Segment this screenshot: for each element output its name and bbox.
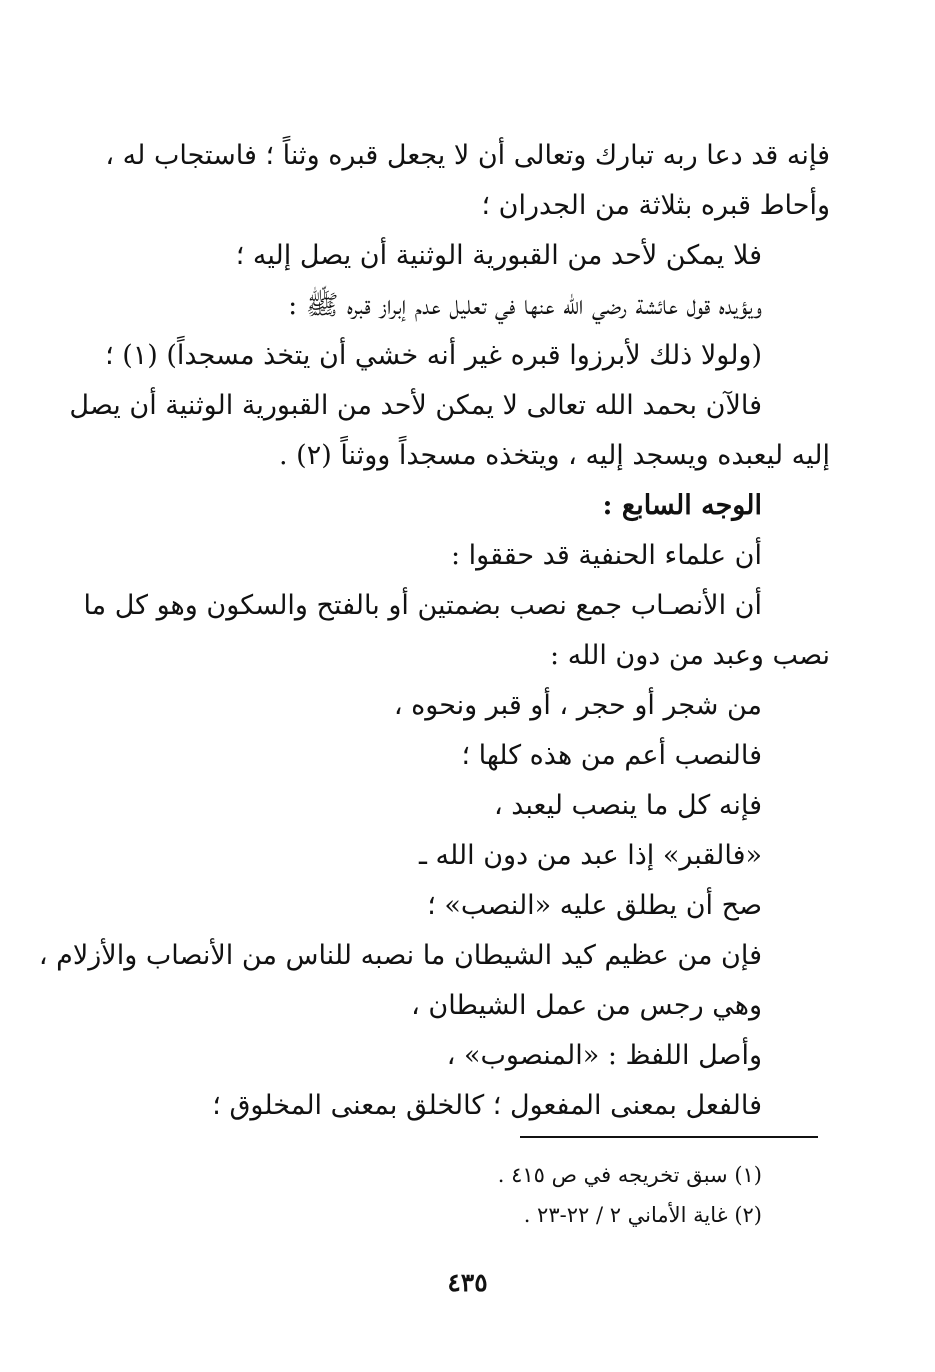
text-line: وهي رجس من عمل الشيطان ، xyxy=(411,990,762,1021)
text-line: نصب وعبد من دون الله : xyxy=(550,640,830,671)
text-line: وأحاط قبره بثلاثة من الجدران ؛ xyxy=(481,190,830,221)
text-line: فالآن بحمد الله تعالى لا يمكن لأحد من القبورية الوثنية أن يصل xyxy=(69,390,762,421)
text-line: أن الأنصـاب جمع نصب بضمتين أو بالفتح والسكون وهو كل ما xyxy=(83,590,762,621)
footnote-separator xyxy=(520,1136,818,1138)
text-line: أن علماء الحنفية قد حققوا : xyxy=(450,540,762,571)
footnote: (٢) غاية الأماني ٢ / ٢٢-٢٣ . xyxy=(523,1203,762,1227)
text-line: فإن من عظيم كيد الشيطان ما نصبه للناس من الأنصاب والأزلام ، xyxy=(38,940,762,971)
text-line: وأصل اللفظ : «المنصوب» ، xyxy=(446,1040,762,1071)
footnote: (١) سبق تخريجه في ص ٤١٥ . xyxy=(497,1163,762,1187)
text-line: صح أن يطلق عليه «النصب» ؛ xyxy=(427,890,762,921)
text-line: ويؤيده قول عائشة رضي الله عنها في تعليل عدم إبراز قبره ﷺ : xyxy=(288,290,762,321)
text-line: «فالقبر» إذا عبد من دون الله ـ xyxy=(418,840,762,871)
text-line: من شجر أو حجر ، أو قبر ونحوه ، xyxy=(393,690,762,721)
page-number: ٤٣٥ xyxy=(447,1268,488,1297)
text-line: (ولولا ذلك لأبرزوا قبره غير أنه خشي أن يتخذ مسجداً) (١) ؛ xyxy=(105,340,762,371)
text-line: فالفعل بمعنى المفعول ؛ كالخلق بمعنى المخلوق ؛ xyxy=(212,1090,762,1121)
text-line: فإنه كل ما ينصب ليعبد ، xyxy=(493,790,762,821)
section-heading: الوجه السابع : xyxy=(602,490,762,521)
text-line: فلا يمكن لأحد من القبورية الوثنية أن يصل إليه ؛ xyxy=(235,240,762,271)
text-line: فإنه قد دعا ربه تبارك وتعالى أن لا يجعل قبره وثناً ؛ فاستجاب له ، xyxy=(105,140,830,171)
text-line: إليه ليعبده ويسجد إليه ، ويتخذه مسجداً ووثناً (٢) . xyxy=(279,440,830,471)
text-line: فالنصب أعم من هذه كلها ؛ xyxy=(461,740,762,771)
